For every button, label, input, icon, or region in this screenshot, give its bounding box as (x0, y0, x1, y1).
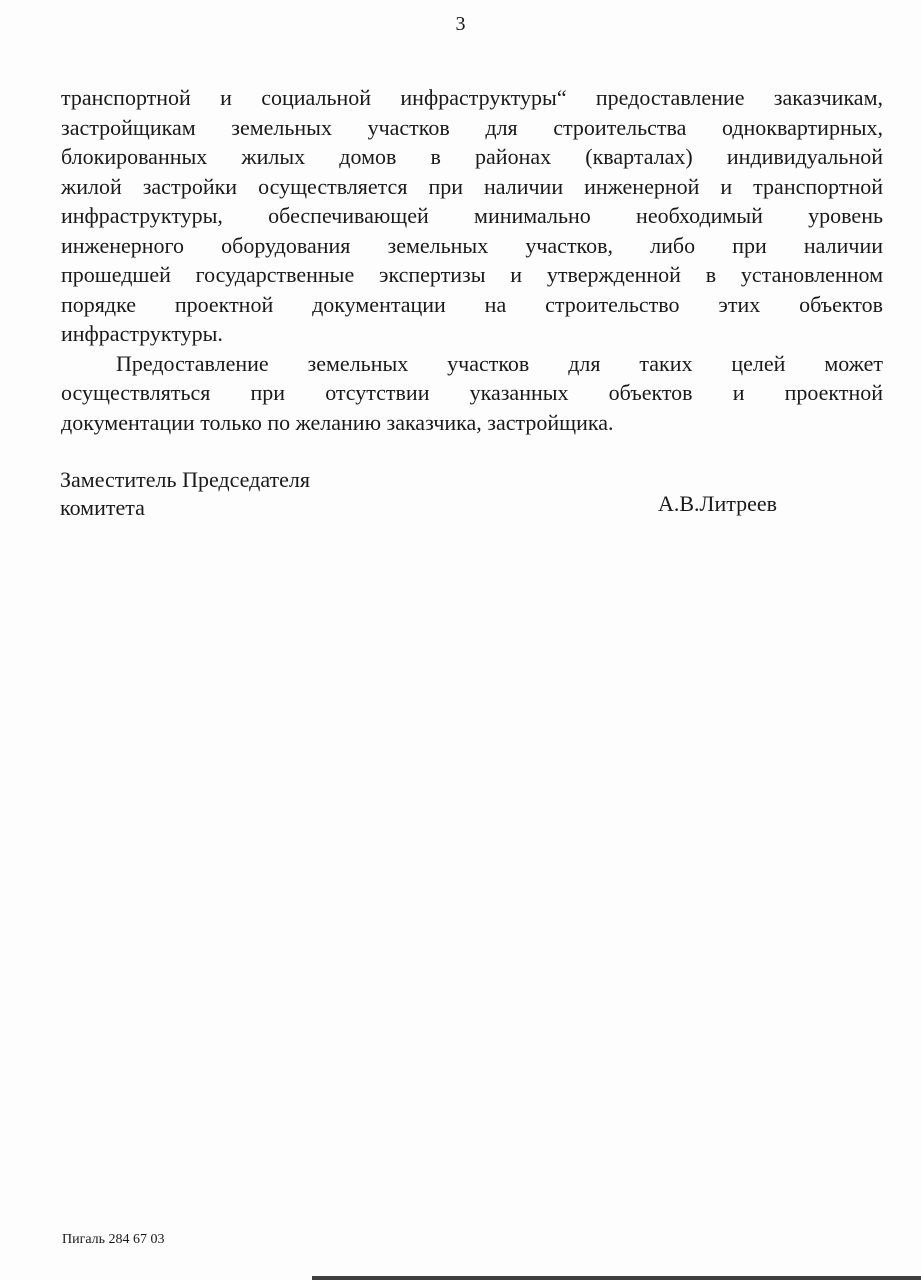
text-line: жилой застройки осуществляется при наличии инженерной и транспортной (61, 173, 883, 199)
text-line: транспортной и социальной инфраструктуры“ предоставление заказчикам, (61, 85, 883, 110)
text-line: инфраструктуры. (61, 321, 223, 346)
text-line: застройщикам земельных участков для строительства одноквартирных, (61, 114, 883, 140)
footer-contact: Пигаль 284 67 03 (62, 1232, 165, 1247)
paragraph-provision (61, 349, 883, 438)
text-line: прошедшей государственные экспертизы и утвержденной в установленном (61, 262, 883, 287)
signer-name: А.В.Литреев (658, 491, 778, 516)
text-line: осуществляться при отсутствии указанных объектов и проектной (61, 380, 883, 405)
signer-title-line-1: Заместитель Председателя (60, 467, 310, 492)
text-line: инженерного оборудования земельных участков, либо при наличии (61, 232, 883, 258)
document-body (61, 83, 883, 437)
paragraph-continuation (61, 83, 883, 349)
text-line: инфраструктуры, обеспечивающей минимально необходимый уровень (61, 203, 883, 228)
text-line: порядке проектной документации на строительство этих объектов (61, 291, 883, 317)
page-number: 3 (455, 13, 466, 35)
text-line: Предоставление земельных участков для таких целей может (116, 350, 883, 376)
bottom-edge-bar (312, 1276, 921, 1280)
signer-title-line-2: комитета (60, 495, 145, 520)
text-line: документации только по желанию заказчика, застройщика. (61, 409, 614, 435)
text-line: блокированных жилых домов в районах (кварталах) индивидуальной (61, 144, 883, 169)
